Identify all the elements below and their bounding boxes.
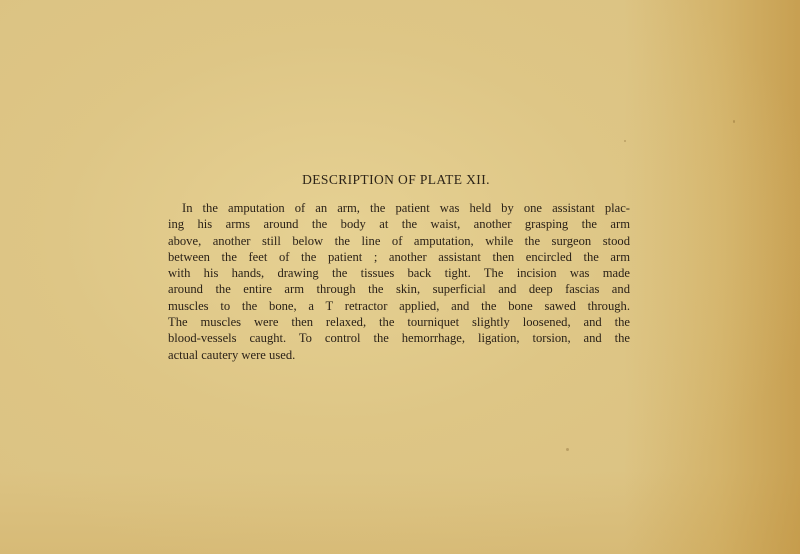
description-line: with his hands, drawing the tissues back tight. The incision was made xyxy=(168,266,630,281)
plate-title: DESCRIPTION OF PLATE XII. xyxy=(302,172,490,187)
description-line: actual cautery were used. xyxy=(168,347,296,362)
paper-speck xyxy=(733,120,735,123)
plate-description xyxy=(168,200,630,363)
description-line: In the amputation of an arm, the patient was held by one assistant plac- xyxy=(182,201,630,215)
paper-speck xyxy=(624,140,626,142)
description-line: blood-vessels caught. To control the hemorrhage, ligation, torsion, and the xyxy=(168,331,630,346)
description-line: ing his arms around the body at the waist, another grasping the arm xyxy=(168,217,630,232)
description-line: above, another still below the line of amputation, while the surgeon stood xyxy=(168,233,630,248)
description-line: between the feet of the patient ; another assistant then encircled the arm xyxy=(168,249,630,264)
description-line: around the entire arm through the skin, superficial and deep fascias and xyxy=(168,282,630,297)
description-line: muscles to the bone, a T retractor applied, and the bone sawed through. xyxy=(168,298,630,313)
description-line: The muscles were then relaxed, the tourniquet slightly loosened, and the xyxy=(168,315,630,330)
paper-speck xyxy=(566,448,569,451)
